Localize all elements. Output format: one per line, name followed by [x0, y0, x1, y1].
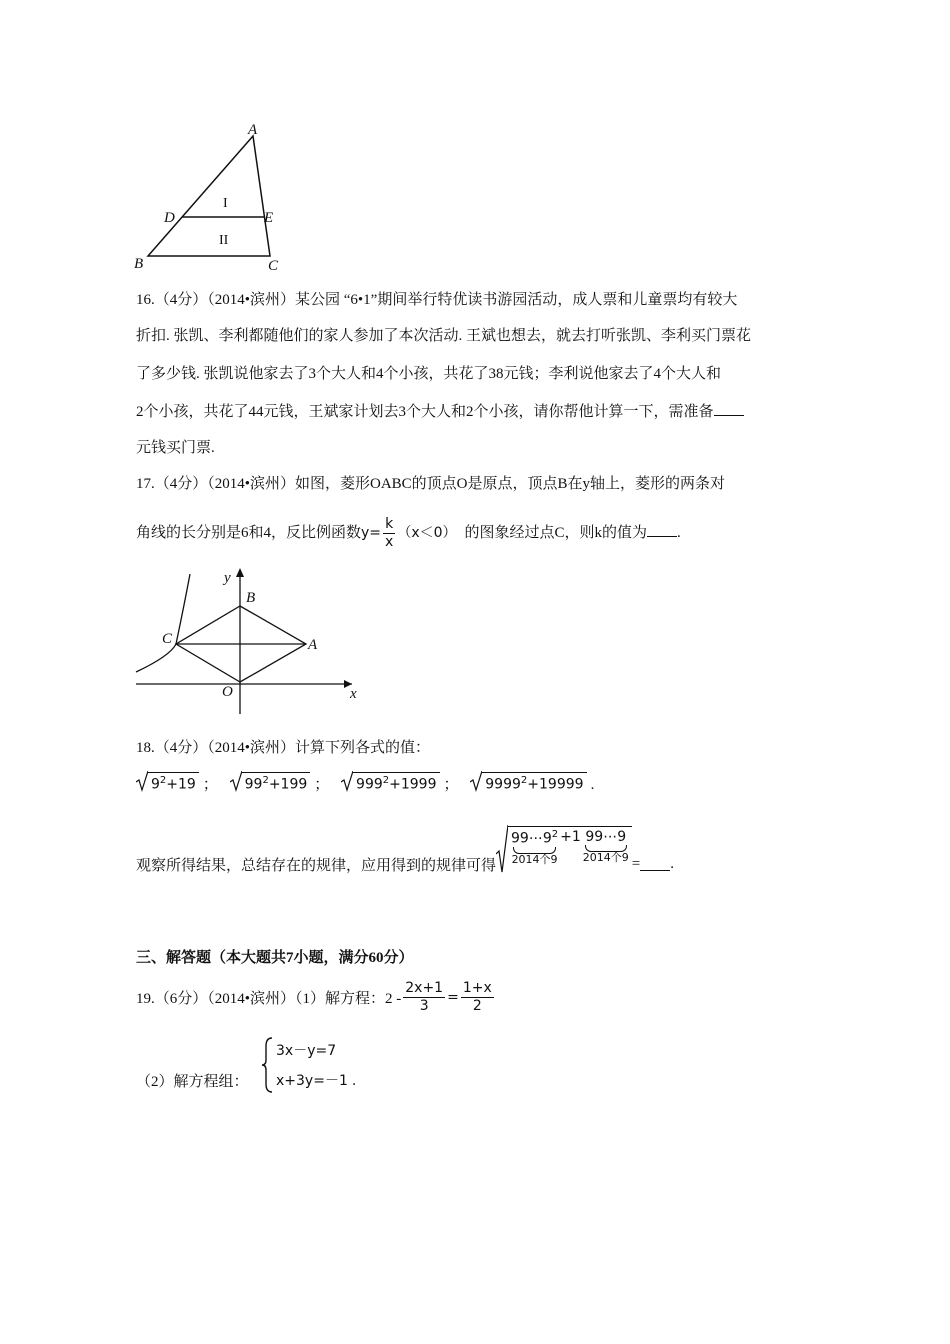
- addend: +19999: [527, 776, 584, 793]
- sqrt-expr-3: [341, 772, 439, 793]
- q19-line1-text: 19.（6分）（2014•滨州）（1）解方程：2 -: [136, 991, 402, 1007]
- q17-line2: [136, 516, 681, 551]
- base: 9: [151, 776, 160, 793]
- label-D: D: [164, 210, 175, 226]
- region-I: I: [223, 196, 228, 211]
- label-B: B: [246, 590, 256, 606]
- axis-x-label: x: [350, 686, 357, 702]
- underbrace-a: [511, 829, 558, 866]
- axis-y-label: y: [224, 570, 231, 586]
- nines-a: 99⋯9: [511, 830, 552, 847]
- section-title: 三、解答题（本大题共7小题，满分60分）: [136, 950, 414, 966]
- region-II: II: [219, 233, 229, 248]
- sqrt-expr-4: [470, 772, 586, 793]
- addend: +199: [268, 776, 308, 793]
- answer-blank: [714, 401, 744, 416]
- rhombus-figure: [130, 566, 370, 718]
- nines-b: 99⋯9: [585, 829, 627, 845]
- q16-line4: [136, 400, 744, 421]
- system-eq-1: 3x－y=7: [276, 1043, 337, 1059]
- q16-line5: 元钱买门票.: [136, 440, 215, 456]
- exponent: 2: [520, 775, 528, 786]
- label-E: E: [264, 210, 274, 226]
- q19-line1: [136, 980, 496, 1015]
- q18-observe-text: 观察所得结果，总结存在的规律，应用得到的规律可得: [136, 858, 497, 874]
- func-fraction: [383, 516, 395, 551]
- period: .: [670, 856, 674, 872]
- label-O: O: [222, 684, 233, 700]
- q17-line2-text: 角线的长分别是6和4，反比例函数: [136, 524, 362, 541]
- q17-line1: 17.（4分）（2014•滨州）如图，菱形OABC的顶点O是原点，顶点B在y轴上，菱形的两条对: [136, 476, 726, 492]
- label-C: C: [162, 631, 173, 647]
- addend: +1999: [389, 776, 437, 793]
- label-B: B: [134, 256, 144, 272]
- q18-line1: 18.（4分）（2014•滨州）计算下列各式的值：: [136, 740, 431, 756]
- period: .: [590, 776, 595, 793]
- equals: =: [631, 856, 641, 872]
- q17-line2-post: 的图象经过点C，则k的值为: [464, 524, 648, 541]
- answer-blank: [640, 856, 670, 871]
- label-A: A: [248, 122, 258, 138]
- system-brace: [262, 1036, 274, 1094]
- triangle-figure: [128, 118, 298, 278]
- system-eq-2-text: x+3y=－1: [276, 1073, 348, 1089]
- separator: ；: [314, 776, 330, 793]
- q16-line1: 16.（4分）（2014•滨州）某公园 “6•1”期间举行特优读书游园活动，成人票和儿童票均有较大: [136, 292, 738, 308]
- exponent: 2: [382, 775, 390, 786]
- fraction-2-den: 2: [472, 998, 482, 1014]
- func-lhs: y=: [361, 524, 382, 541]
- plus-one: +1: [560, 829, 581, 845]
- q16-line2: 折扣. 张凯、李利都随他们的家人参加了本次活动. 王斌也想去，就去打听张凯、李利买门票花: [136, 328, 752, 344]
- answer-blank: [647, 522, 677, 537]
- q16-line4-text: 2个小孩，共花了44元钱，王斌家计划去3个大人和2个小孩，请你帮他计算一下，需准备: [136, 404, 714, 420]
- q18-roots: [136, 772, 594, 794]
- func-num: k: [383, 516, 395, 534]
- label-A: A: [308, 637, 318, 653]
- fraction-2: [461, 980, 494, 1015]
- fraction-1-den: 3: [419, 998, 429, 1014]
- func-den: x: [385, 534, 394, 550]
- equals: =: [447, 989, 459, 1006]
- q16-line3: 了多少钱. 张凯说他家去了3个大人和4个小孩，共花了38元钱；李利说他家去了4个大人和: [136, 366, 722, 382]
- label-C: C: [268, 258, 279, 274]
- separator: ；: [202, 776, 218, 793]
- fraction-1: [403, 980, 445, 1015]
- period: .: [677, 524, 681, 541]
- big-sqrt-expr: [496, 826, 632, 866]
- brace-caption: 2014个9: [511, 852, 558, 866]
- fraction-1-num: 2x+1: [405, 980, 444, 996]
- exponent: 2: [159, 775, 167, 786]
- q18-observe: [136, 826, 674, 874]
- brace-caption: 2014个9: [582, 851, 629, 864]
- period: .: [351, 1073, 357, 1089]
- underbrace-b: [583, 829, 629, 864]
- sqrt-expr-1: [136, 772, 199, 793]
- base: 9999: [485, 776, 521, 793]
- separator: ；: [443, 776, 459, 793]
- system-eq-2: [276, 1070, 356, 1090]
- fraction-2-num: 1+x: [462, 980, 492, 996]
- exponent: 2: [262, 775, 269, 786]
- func-condition: （x＜0）: [397, 524, 457, 541]
- q19-line2: （2）解方程组：: [136, 1074, 249, 1090]
- sqrt-expr-2: [230, 772, 311, 793]
- exponent: 2: [551, 829, 559, 840]
- base: 999: [356, 776, 383, 793]
- base: 99: [244, 776, 263, 793]
- addend: +19: [166, 776, 196, 793]
